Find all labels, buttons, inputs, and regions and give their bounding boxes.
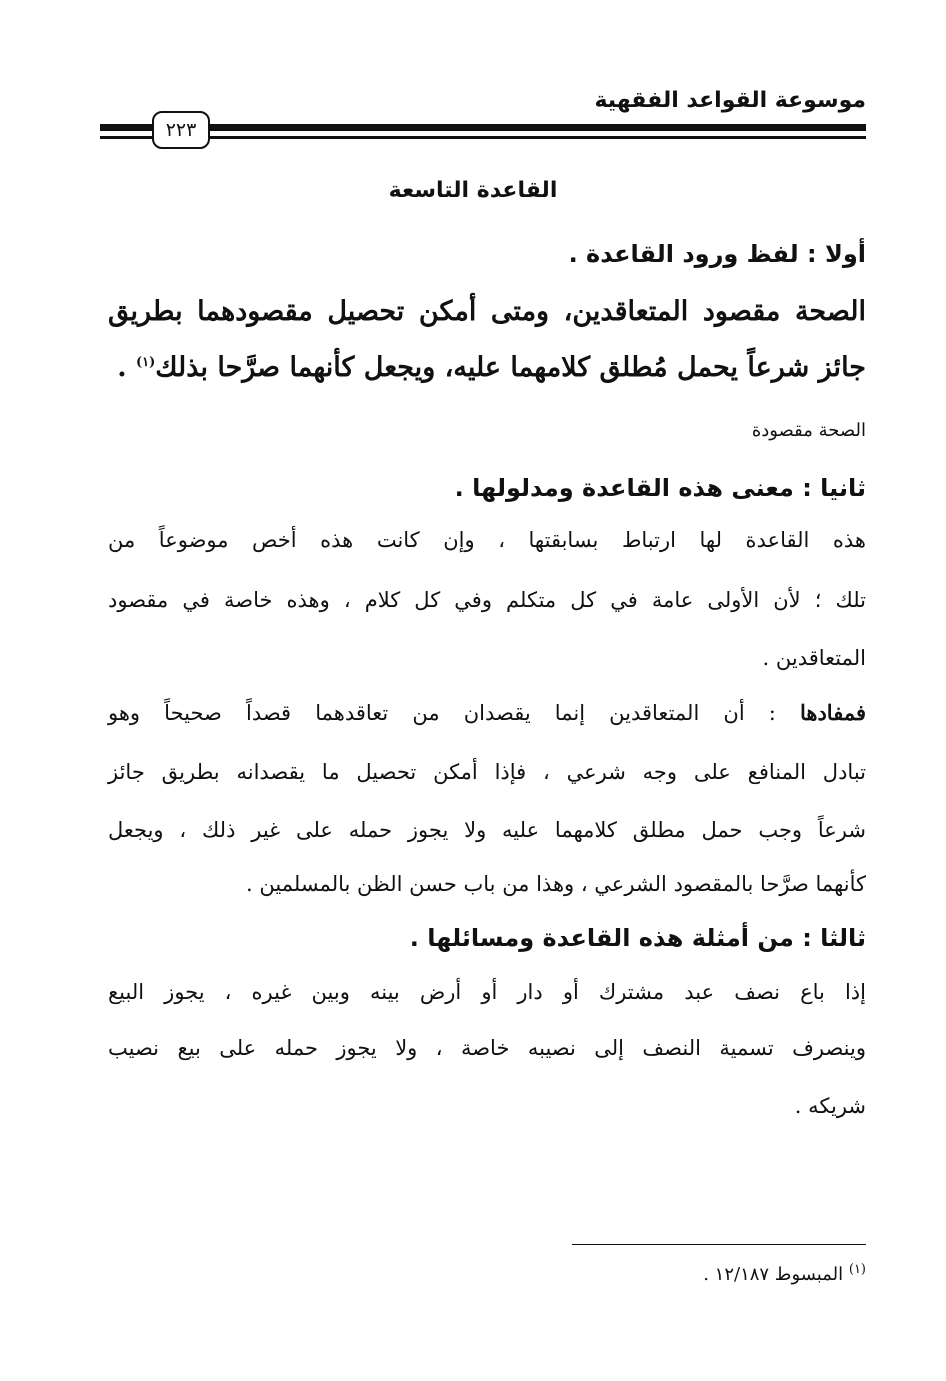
para3-line-1: إذا باع نصف عبد مشترك أو دار أو أرض بينه وبين غيره ، يجوز البيع <box>108 980 866 1004</box>
page-number: ٢٢٣ <box>152 111 210 149</box>
header-rule-thick <box>100 124 866 131</box>
para2-line-1-rest: : أن المتعاقدين إنما يقصدان من تعاقدهما قصداً صحيحاً وهو <box>108 701 800 725</box>
rule-text-line-2 <box>117 352 866 383</box>
para2-lead: فمفادها <box>799 700 866 725</box>
header-rule-thin <box>100 136 866 139</box>
section3-heading: ثالثا : من أمثلة هذه القاعدة ومسائلها . <box>409 924 866 952</box>
para3-line-3: شريكه . <box>794 1094 866 1118</box>
section2-heading: ثانيا : معنى هذه القاعدة ومدلولها . <box>454 474 866 502</box>
rule-text-line-2-body: جائز شرعاً يحمل مُطلق كلامهما عليه، ويجعل كأنهما صرَّحا بذلك <box>155 352 866 383</box>
para3-line-2: وينصرف تسمية النصف إلى نصيبه خاصة ، ولا يجوز حمله على بيع نصيب <box>108 1036 866 1060</box>
para2-line-3: شرعاً وجب حمل مطلق كلامهما عليه ولا يجوز حمله على غير ذلك ، ويجعل <box>108 818 866 842</box>
section1-heading: أولا : لفظ ورود القاعدة . <box>568 240 866 268</box>
para1-line-2: تلك ؛ لأن الأولى عامة في كل متكلم وفي كل كلام ، وهذه خاصة في مقصود <box>108 588 866 612</box>
running-title: موسوعة القواعد الفقهية <box>594 88 866 113</box>
para2-line-2: تبادل المنافع على وجه شرعي ، فإذا أمكن تحصيل ما يقصدانه بطريق جائز <box>108 760 866 784</box>
footnote-marker: (١) <box>136 355 156 370</box>
para1-line-3: المتعاقدين . <box>762 646 866 670</box>
para2-line-4: كأنهما صرَّحا بالمقصود الشرعي ، وهذا من باب حسن الظن بالمسلمين . <box>246 872 866 896</box>
rule-text-end: . <box>117 352 136 383</box>
rule-short-name: الصحة مقصودة <box>751 420 866 441</box>
para1-line-1: هذه القاعدة لها ارتباط بسابقتها ، وإن كانت هذه أخص موضوعاً من <box>108 528 866 552</box>
footnote-separator <box>572 1244 866 1245</box>
para2-line-1 <box>108 700 866 725</box>
footnote-1-text: المبسوط ١٢/١٨٧ . <box>703 1264 849 1285</box>
rule-text-line-1: الصحة مقصود المتعاقدين، ومتى أمكن تحصيل مقصودهما بطريق <box>108 296 866 327</box>
footnote-1-marker: (١) <box>848 1262 866 1277</box>
footnote-1 <box>703 1262 866 1285</box>
rule-title: القاعدة التاسعة <box>388 178 558 203</box>
